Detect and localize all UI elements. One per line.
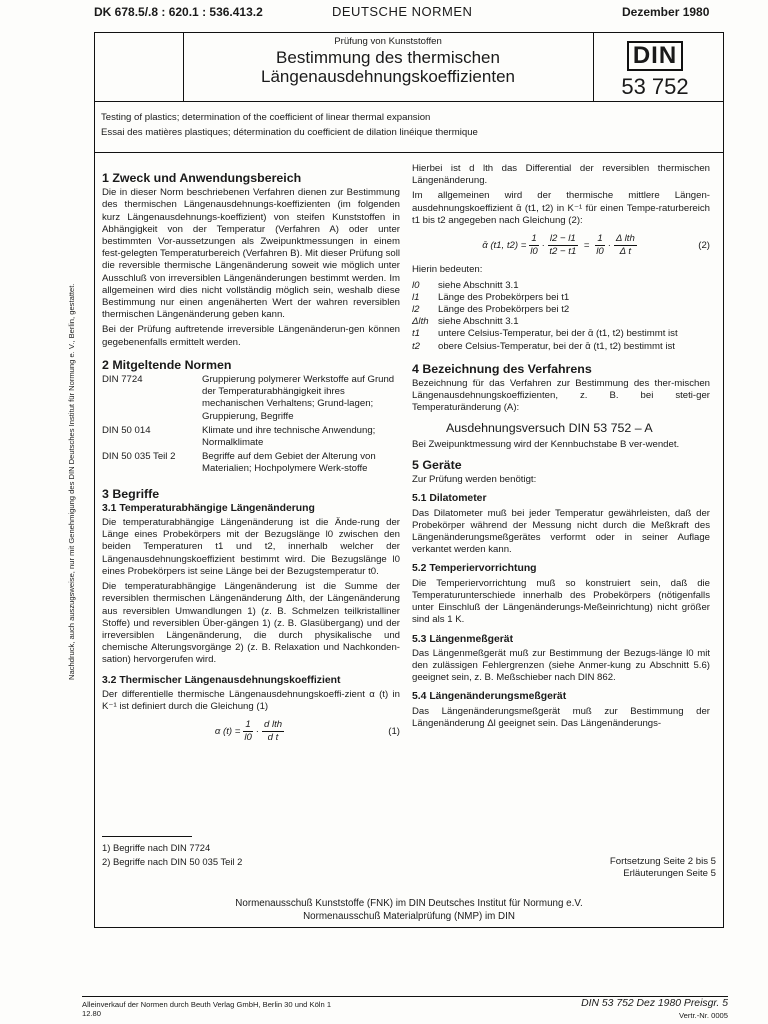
eq2-f1-numerator: 1 <box>529 233 538 246</box>
eq2-equals: = <box>583 239 590 251</box>
symbol: t2 <box>412 340 421 352</box>
eq2-dot-2: · <box>607 239 611 251</box>
definition-row <box>412 280 710 292</box>
footnote-rule <box>102 836 192 837</box>
section-3-2-paragraph: Der differentielle thermische Längenausdehnungskoeffi-zient α (t) in K⁻¹ ist definiert durch die Gleichung (1) <box>102 688 400 712</box>
eq2-lhs: ᾱ (t1, t2) = <box>482 239 527 251</box>
footer-vertr-nr: Vertr.-Nr. 0005 <box>679 1011 728 1020</box>
eq1-lhs: α (t) = <box>214 725 241 737</box>
section-2-heading: 2 Mitgeltende Normen <box>102 357 232 372</box>
eq1-number: (1) <box>388 725 400 737</box>
norm-row <box>102 451 400 475</box>
right-column <box>412 163 710 733</box>
eq2-f4-numerator: Δ lth <box>614 233 637 246</box>
section-4-paragraph-1: Bezeichnung für das Verfahren zur Bestimmung des ther-mischen Längenausdehnungskoeffizienten, z. B. bei steti-ger Temperaturänderung (A): <box>412 378 710 414</box>
definition-row <box>412 328 710 340</box>
definition-row <box>412 292 710 304</box>
section-1-paragraph-1: Die in dieser Norm beschriebenen Verfahren dienen zur Bestimmung des thermischen Längenausdehnungs-koeffizienten (im folgenden kurz Längenausdehnungs-koeffizient) von steifen Kunststoffen in Abhängigkeit von der Temperatur (Verfahren A) oder unter bestimmten Vor-aussetzungen als Zweipunktmessungen in einem fest-gelegten Temperaturbereich (Verfahren B). Mit dieser Prüfung soll die reversible thermische Längenänderung soweit wie möglich unter Ausschluß von irreversiblen Längenänderungen bestimmt werden. Im allgemeinen wird dies nicht vollständig möglich sein, weshalb diese Bestimmung nur einen angenäherten Wert der wahren reversiblen thermischen Längenänderung geben kann. <box>102 187 400 321</box>
section-5-1-paragraph: Das Dilatometer muß bei jeder Temperatur gewährleisten, daß der Probekörper während der Messung nicht durch die Meßkraft des Längenänderungsmeßgerätes verformt oder in seiner Auflage verkantet werden kann. <box>412 507 710 556</box>
definition-row <box>412 341 710 353</box>
section-3-heading: 3 Begriffe <box>102 486 160 501</box>
eq1-f2-numerator: d lth <box>262 719 284 732</box>
eq2-number: (2) <box>698 239 710 251</box>
norm-row <box>102 425 400 449</box>
definition-row <box>412 316 710 328</box>
norm-text: Klimate und ihre technische Anwendung; Normalklimate <box>202 424 376 449</box>
eq1-f1-denominator: l0 <box>244 732 252 744</box>
eq2-f3-denominator: l0 <box>596 246 604 258</box>
definition-text: untere Celsius-Temperatur, bei der ᾱ (t1, t2) bestimmt ist <box>438 328 678 340</box>
din-mark: DIN <box>627 41 683 71</box>
equation-1 <box>102 719 400 744</box>
eq2-fraction-3 <box>595 233 604 258</box>
footer-doc-ref: DIN 53 752 Dez 1980 Preisgr. 5 <box>581 998 728 1009</box>
section-5-heading: 5 Geräte <box>412 458 462 473</box>
section-3-1-heading: 3.1 Temperaturabhängige Längenänderung <box>102 502 315 514</box>
eq2-f1-denominator: l0 <box>530 246 538 258</box>
section-5-3-paragraph: Das Längenmeßgerät muß zur Bestimmung der Bezugs-länge l0 mit den zulässigen Fehlergrenzen (siehe Anmer-kung zu Abschnitt 5.6) geeignet sein, z. B. Meßschieber nach DIN 862. <box>412 647 710 684</box>
footer-sales-note: Alleinverkauf der Normen durch Beuth Verlag GmbH, Berlin 30 und Köln 1 <box>82 1000 332 1009</box>
eq2-fraction-4 <box>614 233 637 258</box>
symbol-definitions <box>412 280 710 353</box>
din-number: 53 752 <box>621 74 689 99</box>
equation-2 <box>412 233 710 258</box>
norm-id: DIN 7724 <box>102 374 143 386</box>
definition-text: siehe Abschnitt 3.1 <box>438 316 519 328</box>
eq1-f2-denominator: d t <box>267 732 279 744</box>
norm-id: DIN 50 035 Teil 2 <box>102 451 176 463</box>
left-column <box>102 172 400 751</box>
definition-text: Länge des Probekörpers bei t2 <box>438 304 570 316</box>
definition-row <box>412 304 710 316</box>
doc-title-line1: Bestimmung des thermischen <box>276 48 500 67</box>
doc-subtitle: Prüfung von Kunststoffen <box>334 36 442 47</box>
symbol: Δlth <box>412 316 429 328</box>
section-3-1-paragraph-2: Die temperaturabhängige Längenänderung ist die Summe der reversiblen thermischen Längenänderung Δlth, der Längenänderung aus reversiblen Umwandlungen 1) (z. B. Schmelzen teilkristalliner Stoffe) und reversiblen Über-gängen 1) (z. B. Glasübergang) und der irreversiblen Längenänderung, die durch physikalische und chemische Alterungsvorgänge 2) (z. B. Relaxation und Nachkonden-sation) hervorgerufen wird. <box>102 581 400 666</box>
dk-number: DK 678.5/.8 : 620.1 : 536.413.2 <box>94 5 263 19</box>
eq2-fraction-1 <box>529 233 538 258</box>
right-paragraph-2: Im allgemeinen wird der thermische mittlere Längen-ausdehnungskoeffizient ᾱ (t1, t2) in K⁻¹ für einen Tempe-raturbereich t1 bis t2 angegeben nach Gleichung (2): <box>412 190 710 226</box>
hierin-bedeuten: Hierin bedeuten: <box>412 264 483 276</box>
symbol: l2 <box>412 304 420 316</box>
right-paragraph-1: Hierbei ist d lth das Differential der reversiblen thermischen Längenänderung. <box>412 163 710 187</box>
footer-print-date: 12.80 <box>82 1009 102 1018</box>
definition-text: obere Celsius-Temperatur, bei der ᾱ (t1, t2) bestimmt ist <box>438 340 675 352</box>
section-5-4-paragraph: Das Längenänderungsmeßgerät muß zur Bestimmung der Längenänderung Δl geeignet sein. Das Längenänderungs- <box>412 705 710 729</box>
norm-id: DIN 50 014 <box>102 424 151 436</box>
eq1-dot: · <box>255 725 259 737</box>
reprint-note: Nachdruck, auch auszugsweise, nur mit Genehmigung des DIN Deutsches Institut für Normung e. V., Berlin, gestattet. <box>67 283 76 680</box>
header-box <box>94 32 724 102</box>
section-1-paragraph-2: Bei der Prüfung auftretende irreversible Längenänderun-gen können gegebenenfalls ermittelt werden. <box>102 324 400 348</box>
symbol: l1 <box>412 291 420 303</box>
footnotes <box>102 842 400 870</box>
doc-title-line2: Längenausdehnungskoeffizienten <box>261 67 515 86</box>
series-title: DEUTSCHE NORMEN <box>332 4 473 19</box>
eq1-fraction-1 <box>243 719 252 744</box>
french-title: Essai des matières plastiques; détermination du coefficient de dilation linéique thermique <box>101 127 478 138</box>
issue-date: Dezember 1980 <box>622 5 710 19</box>
eq1-fraction-2 <box>262 719 284 744</box>
english-title: Testing of plastics; determination of the coefficient of linear thermal expansion <box>101 112 431 123</box>
norm-list <box>102 374 400 476</box>
norm-row <box>102 374 400 423</box>
din-logo <box>619 41 691 100</box>
section-5-paragraph: Zur Prüfung werden benötigt: <box>412 474 537 486</box>
section-4-heading: 4 Bezeichnung des Verfahrens <box>412 361 592 376</box>
section-1-heading: 1 Zweck und Anwendungsbereich <box>102 171 302 185</box>
section-5-2-heading: 5.2 Temperiervorrichtung <box>412 563 537 575</box>
footer-rule <box>82 996 728 997</box>
eq2-f2-numerator: l2 − l1 <box>548 233 578 246</box>
eq2-f4-denominator: Δ t <box>619 246 632 258</box>
section-5-4-heading: 5.4 Längenänderungsmeßgerät <box>412 691 567 703</box>
continuation-note: Fortsetzung Seite 2 bis 5 <box>609 856 716 867</box>
section-5-3-heading: 5.3 Längenmeßgerät <box>412 633 514 645</box>
committee-line-1: Normenausschuß Kunststoffe (FNK) im DIN Deutsches Institut für Normung e.V. <box>235 898 583 909</box>
section-4-paragraph-2: Bei Zweipunktmessung wird der Kennbuchstabe B ver-wendet. <box>412 438 680 450</box>
norm-text: Begriffe auf dem Gebiet der Alterung von Materialien; Hochpolymere Werk-stoffe <box>202 451 376 475</box>
explanations-note: Erläuterungen Seite 5 <box>623 868 716 879</box>
committee-line-2: Normenausschuß Materialprüfung (NMP) im DIN <box>303 911 515 922</box>
section-5-1-heading: 5.1 Dilatometer <box>412 493 487 505</box>
norm-text: Gruppierung polymerer Werkstoffe auf Grund der Temperaturabhängigkeit ihres mechanischen Verhaltens; Grund-lagen; Gruppierung, Begriffe <box>202 374 395 422</box>
footnote-2: 2) Begriffe nach DIN 50 035 Teil 2 <box>102 856 243 868</box>
eq2-dot-1: · <box>541 239 545 251</box>
symbol: l0 <box>412 279 420 291</box>
eq2-fraction-2 <box>548 233 578 258</box>
footnote-1: 1) Begriffe nach DIN 7724 <box>102 842 211 853</box>
eq2-f2-denominator: t2 − t1 <box>549 246 577 258</box>
section-5-2-paragraph: Die Temperiervorrichtung muß so konstruiert sein, daß die Temperaturunterschiede innerhalb des Probekörpers (nötigenfalls unter Einschluß der Längenänderungs-Meßeinrichtung) nicht größer sind als 1 K. <box>412 577 710 626</box>
section-3-2-heading: 3.2 Thermischer Längenausdehnungskoeffizient <box>102 674 341 686</box>
eq1-f1-numerator: 1 <box>243 719 252 732</box>
symbol: t1 <box>412 328 421 340</box>
definition-text: siehe Abschnitt 3.1 <box>438 279 519 291</box>
section-3-1-paragraph-1: Die temperaturabhängige Längenänderung ist die Ände-rung der Länge eines Probekörpers mit der Bezugslänge l0 zwischen den beiden Temperaturen t1 und t2, innerhalb welcher der Längenausdehnungskoeffizient bestimmt wird. Die Bezugslänge l0 eines Probekörpers ist seine Länge bei der Bezugstemperatur t0. <box>102 517 400 577</box>
method-designation: Ausdehnungsversuch DIN 53 752 – A <box>446 420 653 435</box>
definition-text: Länge des Probekörpers bei t1 <box>438 291 570 303</box>
eq2-f3-numerator: 1 <box>595 233 604 246</box>
